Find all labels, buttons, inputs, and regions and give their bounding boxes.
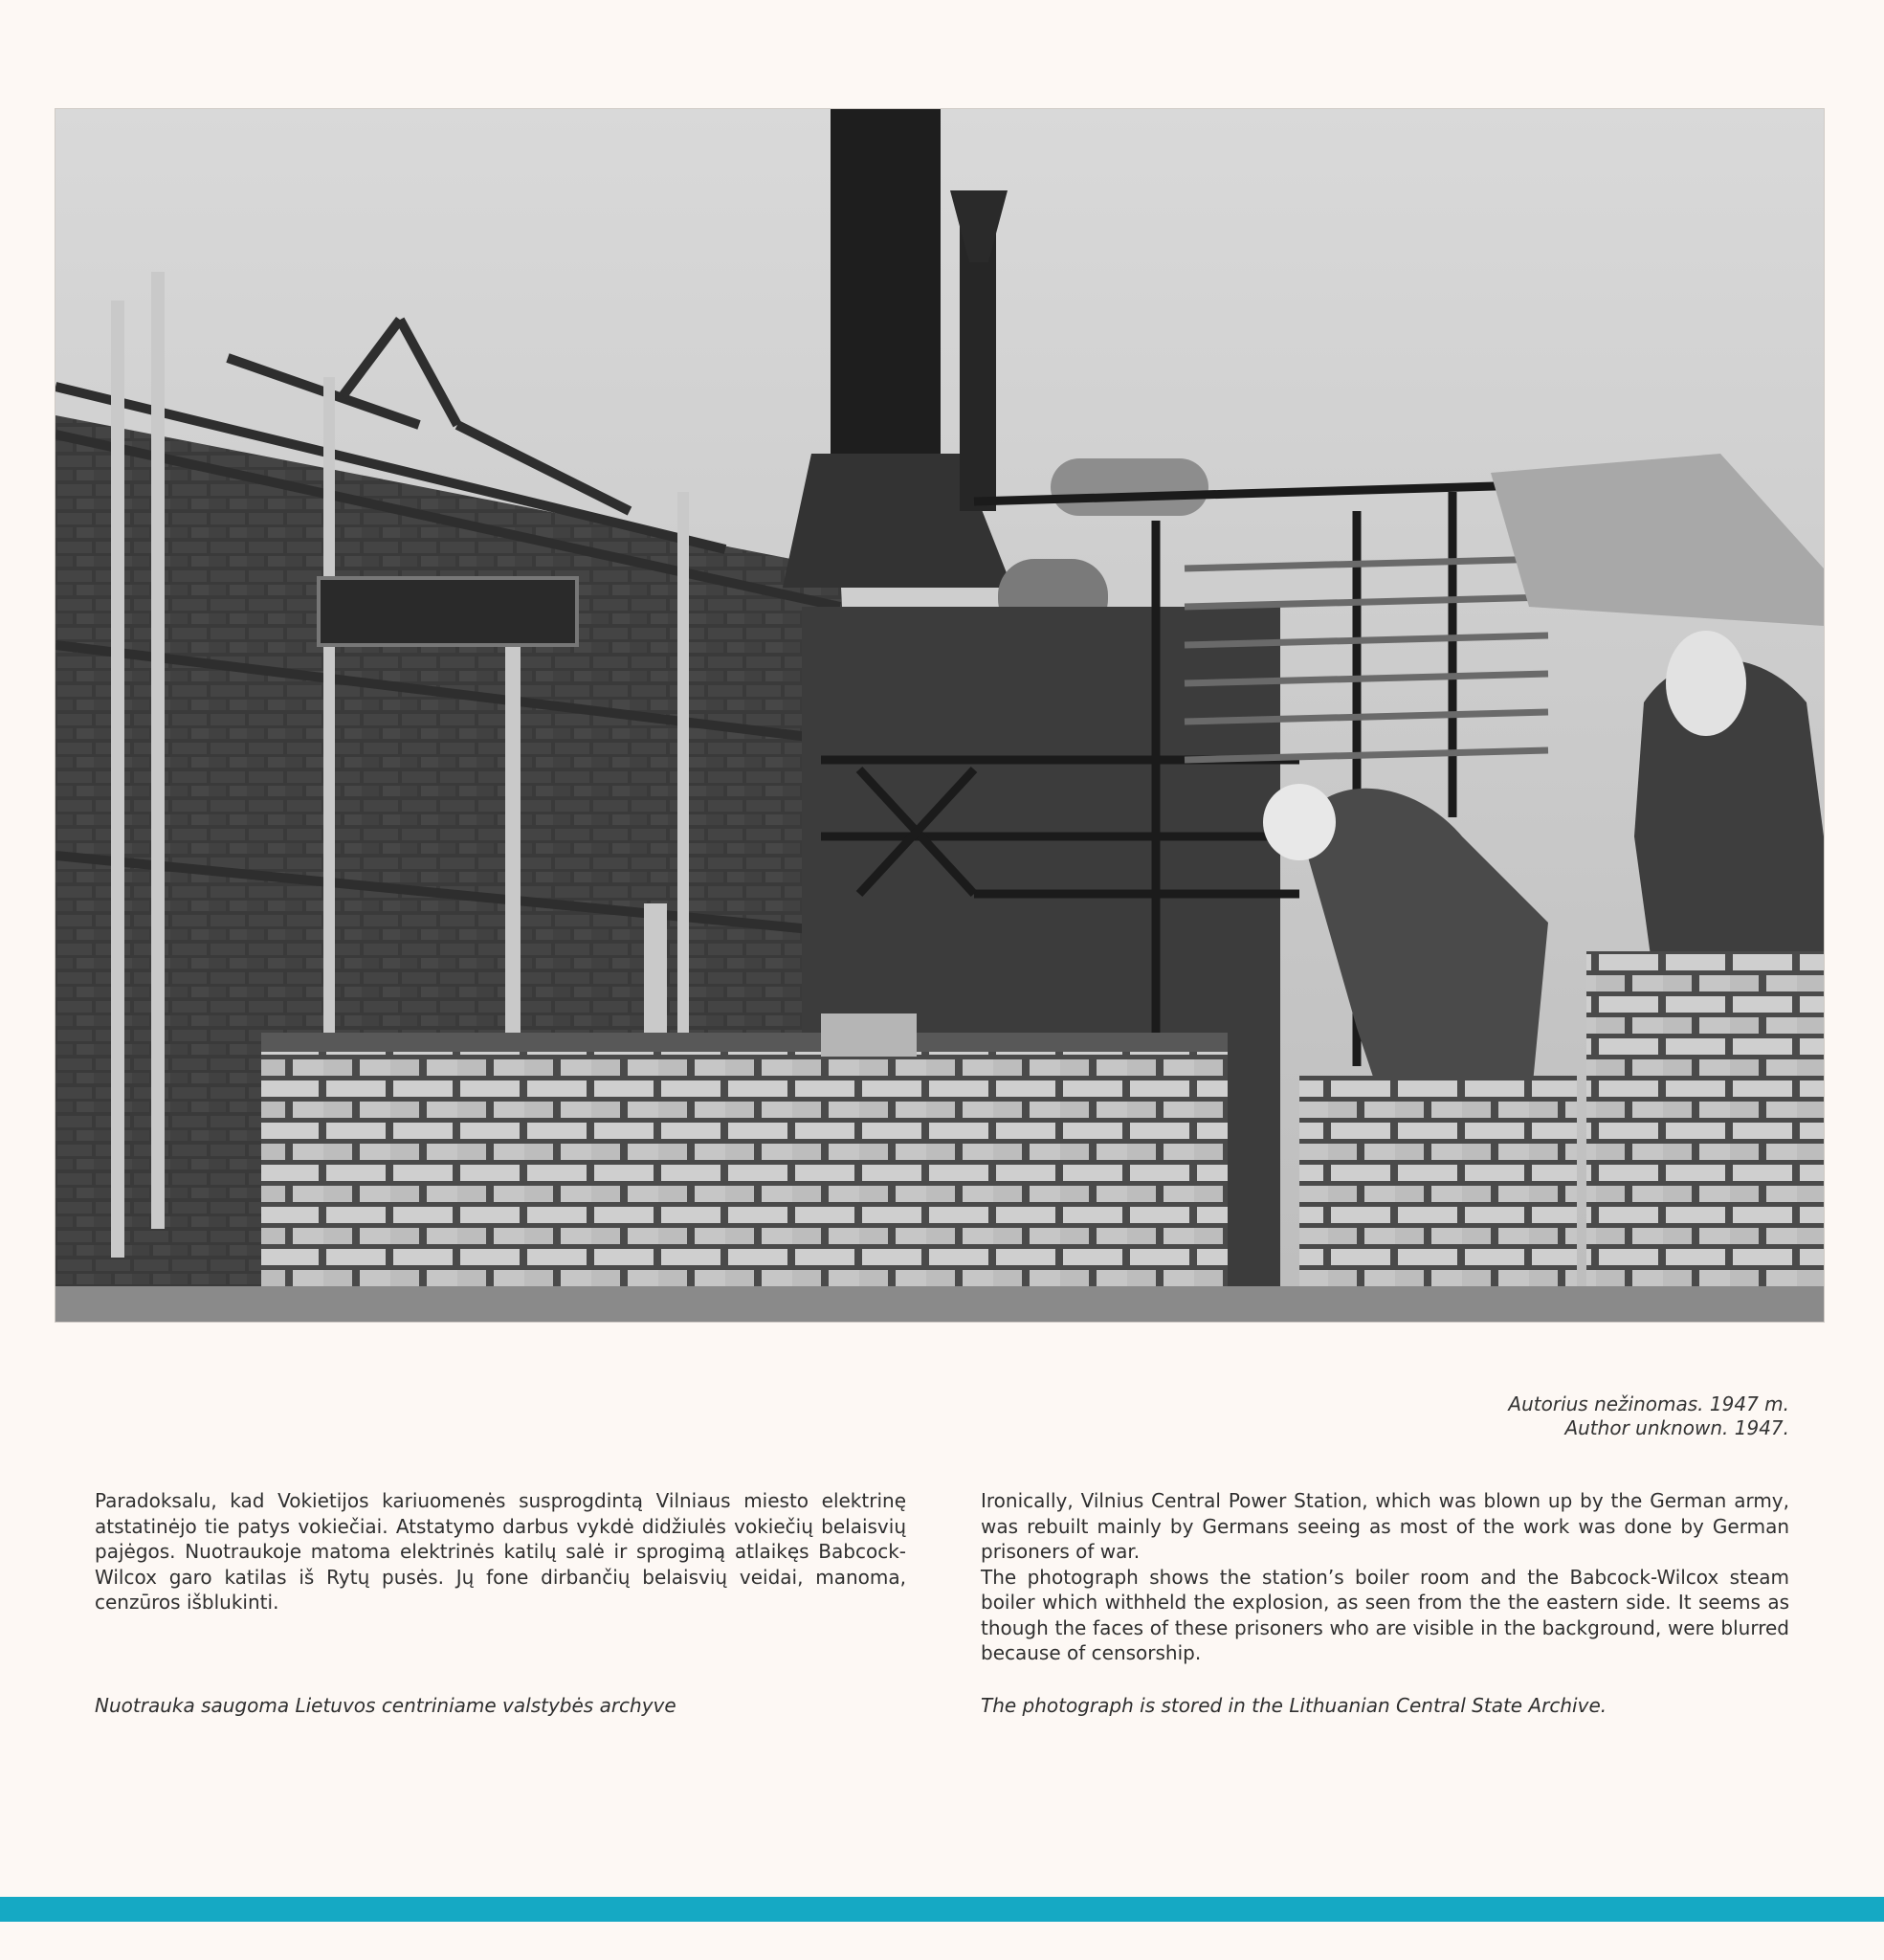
archive-note-lt: Nuotrauka saugoma Lietuvos centriniame valstybės archyve xyxy=(95,1694,676,1717)
english-text-column xyxy=(981,1488,1789,1666)
archival-photograph xyxy=(55,109,1824,1322)
photo-credit-en: Author unknown. 1947. xyxy=(1564,1416,1789,1439)
power-station-reconstruction-image xyxy=(55,109,1824,1322)
archive-note-en: The photograph is stored in the Lithuanian Central State Archive. xyxy=(981,1694,1607,1717)
photo-credit-lt: Autorius nežinomas. 1947 m. xyxy=(1508,1392,1789,1415)
photo-credit xyxy=(1508,1392,1789,1440)
accent-bar xyxy=(0,1897,1884,1922)
lithuanian-text-column xyxy=(95,1488,906,1615)
lt-paragraph: Paradoksalu, kad Vokietijos kariuomenės susprogdintą Vilniaus miesto elektrinę atstatinėjo tie patys vokiečiai. Atstatymo darbus vykdė didžiulės vokiečių belaisvių pajėgos. Nuotraukoje matoma elektrinės katilų salė ir sprogimą atlaikęs Babcock-Wilcox garo katilas iš Rytų pusės. Jų fone dirbančių belaisvių veidai, manoma, cenzūros išblukinti. xyxy=(95,1489,906,1614)
en-paragraph-2: The photograph shows the station’s boiler room and the Babcock-Wilcox steam boiler which withheld the explosion, as seen from the the eastern side. It seems as though the faces of these prisoners who are visible in the background, were blurred because of censorship. xyxy=(981,1565,1789,1664)
en-paragraph-1: Ironically, Vilnius Central Power Station, which was blown up by the German army, was rebuilt mainly by Germans seeing as most of the work was done by German prisoners of war. xyxy=(981,1489,1789,1563)
